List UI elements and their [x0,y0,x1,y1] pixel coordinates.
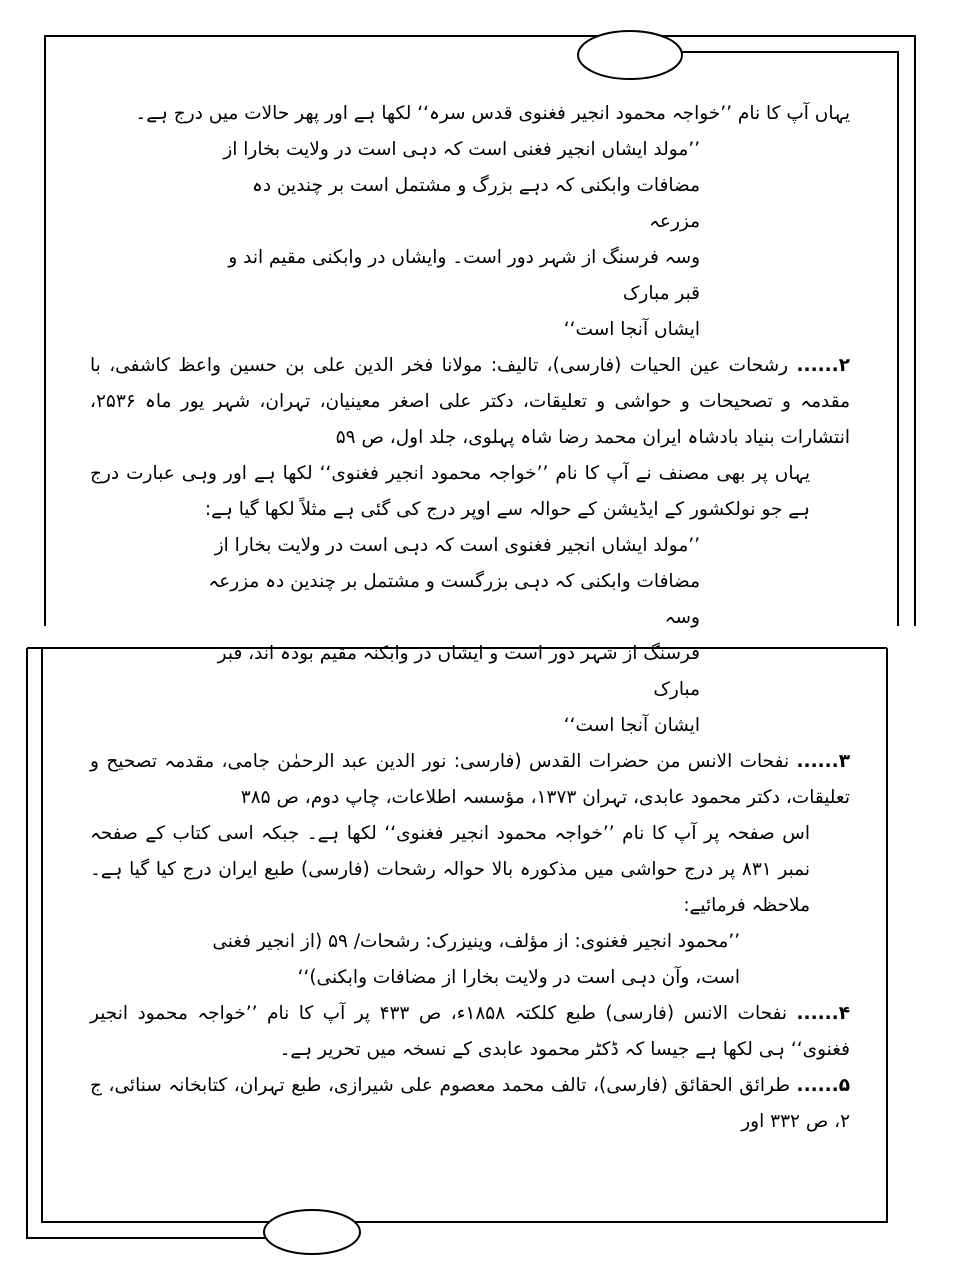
reference-5 [90,1068,850,1140]
quote-line: ’’مولد ایشاں انجیر فغنوی است کہ دہی است در ولایت بخارا از [214,535,700,556]
reference-2 [90,348,850,456]
quote-line: ’’محمود انجیر فغنوی: از مؤلف، وینیزرک: رشحات/ ۵۹ (از انجیر فغنی [212,931,740,952]
reference-text: جیسا کہ ڈکٹر محمود عابدی کے نسخہ میں تحریر ہے۔ [279,1039,690,1060]
reference-text: رشحات عین الحیات (فارسی)، تالیف: مولانا فخر الدین علی بن حسین واعظ کاشفی، با مقدمہ و تصحیحات و [90,355,850,412]
paragraph-text: یہاں پر بھی مصنف نے آپ کا نام ’’خواجہ محمود انجیر فغنوی‘‘ لکھا ہے اور وہی عبارت درج ہے جو [90,463,810,520]
quote-line: مضافات وابکنی کہ دہے بزرگ و مشتمل است بر چندین دہ مزرعہ [252,175,700,232]
quote-line: ایشان آنجا است‘‘ [563,715,700,736]
page-text [90,96,850,1140]
reference-number: ۵...... [796,1075,851,1096]
top-oval-ornament [578,31,682,79]
reference-text: پہلوی، جلد اول، ص ۵۹ [335,427,515,448]
paragraph-text: نولکشور کے ایڈیشن کے حوالہ سے اوپر درج کی گئی ہے مثلاً لکھا گیا ہے: [204,499,756,520]
quote-line: مضافات وابکنی کہ دہی بزرگست و مشتمل بر چندین دہ مزرعہ وسہ [208,571,700,628]
reference-number: ۳...... [796,751,850,772]
paragraph-text: اس صفحہ پر آپ کا نام ’’خواجہ محمود انجیر فغنوی‘‘ لکھا ہے۔ جبکہ اسی کتاب کے صفحہ نمبر ۸۳۱ پر درج حواشی [90,823,811,880]
quote-block-3 [90,924,850,996]
reference-text: عابدی، تہران ۱۳۷۳، مؤسسہ اطلاعات، چاپ دوم، ص ۳۸۵ [240,787,685,808]
reference-text: نفحات الانس من حضرات القدس (فارسی: نور الدین عبد الرحمٰن جامی، مقدمہ تصحیح و تعلیقات، دکتر محمود [90,751,850,808]
reference-number: ۲...... [796,355,850,376]
quote-line: ایشاں آنجا است‘‘ [563,319,700,340]
paragraph-2 [90,456,850,528]
reference-text: طرائق الحقائق (فارسی)، تالف محمد معصوم علی شیرازی، طبع تہران، کتابخانہ سنائی، ج ۲، ص ۳۳۲ اور [90,1075,850,1132]
quote-block-2 [90,528,850,744]
quote-line: ’’مولد ایشاں انجیر فغنی است کہ دہی است در ولایت بخارا از [223,139,700,160]
reference-4 [90,996,850,1068]
reference-text: نفحات الانس (فارسی) طبع کلکتہ ۱۸۵۸ء، ص ۴۳۳ پر آپ کا نام ’’خواجہ محمود انجیر فغنوی‘‘ ہی لکھا ہے [90,1003,850,1060]
paragraph-3 [90,816,850,924]
paragraph-text: میں مذکورہ بالا حوالہ رشحات (فارسی) طبع ایران درج کیا گیا ہے۔ ملاحظہ فرمائیے: [90,859,810,916]
intro-paragraph: یہاں آپ کا نام ’’خواجہ محمود انجیر فغنوی قدس سرہ‘‘ لکھا ہے اور پھر حالات میں درج ہے۔ [135,103,850,124]
bottom-oval-ornament [264,1210,360,1254]
reference-number: ۴...... [796,1003,850,1024]
reference-3 [90,744,850,816]
quote-line: است، وآن دہی است در ولایت بخارا از مضافات وابکنی)‘‘ [297,967,740,988]
quote-block-1 [90,132,850,348]
quote-line: وسہ فرسنگ از شہر دور است۔ وایشاں در وابکنی مقیم اند و قبر مبارک [228,247,700,304]
quote-line: فرسنگ از شہر دور است و ایشاں در وابکنہ مقیم بودہ اند، قبر مبارک [217,643,700,700]
reference-text: حواشی و تعلیقات، دکتر علی اصغر معینیان، تہران، شہر یور ماہ ۲۵۳۶، انتشارات بنیاد بادشاہ ایران محمد رضا شاہ [90,391,850,448]
